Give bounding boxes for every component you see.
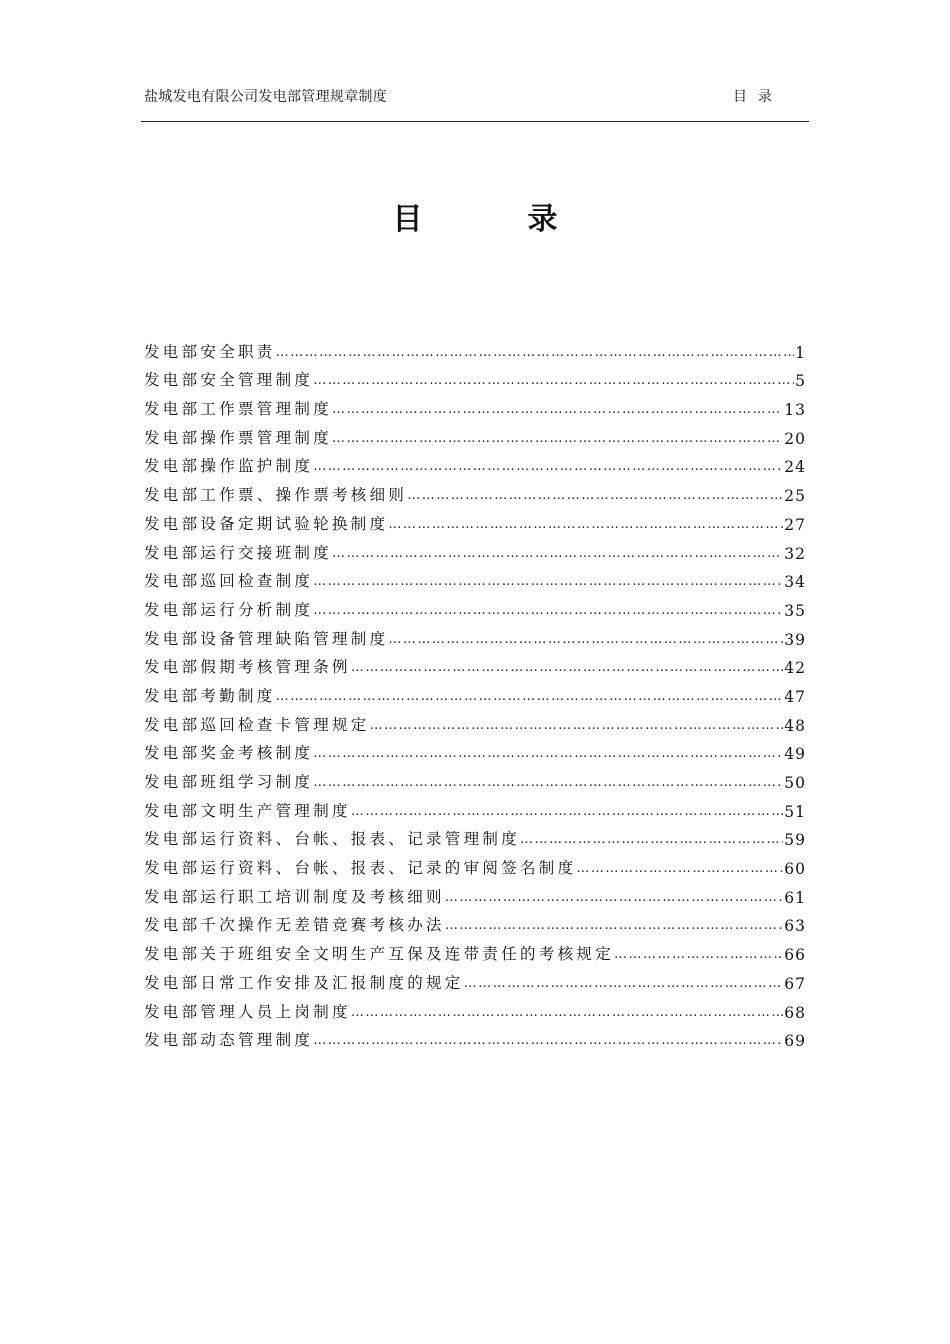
toc-entry-title: 发电部动态管理制度 (144, 1031, 314, 1050)
toc-leader-dots (313, 459, 783, 476)
toc-entry[interactable] (144, 448, 806, 477)
toc-leader-dots (332, 546, 783, 563)
toc-entry-page: 68 (784, 1003, 806, 1022)
toc-entry-title: 发电部操作票管理制度 (144, 428, 333, 447)
toc-entry[interactable] (144, 333, 806, 362)
toc-entry-title: 发电部操作监护制度 (144, 457, 314, 476)
header-divider (141, 121, 809, 122)
toc-leader-dots (313, 574, 783, 591)
toc-entry-page: 27 (784, 515, 806, 534)
toc-entry-title: 发电部设备管理缺陷管理制度 (144, 629, 389, 648)
toc-entry[interactable] (144, 706, 806, 735)
toc-entry-title: 发电部考勤制度 (144, 686, 276, 705)
header-document-title: 盐城发电有限公司发电部管理规章制度 (144, 89, 388, 105)
toc-entry-title: 发电部千次操作无差错竞赛考核办法 (144, 916, 445, 935)
toc-entry-page: 63 (784, 917, 806, 936)
toc-entry[interactable] (144, 362, 806, 391)
toc-entry-page: 5 (795, 372, 806, 391)
toc-entry[interactable] (144, 476, 806, 505)
toc-entry-title: 发电部管理人员上岗制度 (144, 1002, 351, 1021)
toc-entry-title: 发电部安全职责 (144, 342, 276, 361)
toc-entry-title: 发电部运行资料、台帐、报表、记录管理制度 (144, 830, 521, 849)
toc-entry-page: 25 (784, 487, 806, 506)
toc-entry-page: 35 (784, 601, 806, 620)
toc-entry-title: 发电部假期考核管理条例 (144, 658, 351, 677)
page-title-char-2: 录 (527, 202, 558, 237)
toc-leader-dots (313, 603, 783, 620)
toc-entry-page: 32 (784, 544, 806, 563)
toc-entry[interactable] (144, 821, 806, 850)
toc-entry-page: 51 (784, 802, 806, 821)
toc-entry-title: 发电部文明生产管理制度 (144, 801, 351, 820)
toc-leader-dots (332, 431, 783, 448)
toc-leader-dots (445, 890, 783, 907)
toc-leader-dots (388, 632, 783, 649)
toc-leader-dots (276, 345, 795, 362)
toc-entry-page: 59 (784, 831, 806, 850)
toc-leader-dots (313, 1033, 783, 1050)
toc-leader-dots (388, 517, 783, 534)
toc-leader-dots (464, 976, 784, 993)
toc-entry[interactable] (144, 964, 806, 993)
toc-leader-dots (313, 746, 783, 763)
toc-leader-dots (276, 689, 784, 706)
toc-entry-page: 48 (784, 716, 806, 735)
toc-entry[interactable] (144, 563, 806, 592)
toc-entry-page: 61 (784, 888, 806, 907)
toc-entry-page: 66 (784, 946, 806, 965)
toc-entry-title: 发电部工作票、操作票考核细则 (144, 486, 408, 505)
toc-leader-dots (370, 718, 784, 735)
toc-leader-dots (407, 488, 783, 505)
toc-entry[interactable] (144, 763, 806, 792)
toc-leader-dots (351, 804, 783, 821)
toc-leader-dots (313, 775, 783, 792)
toc-entry-page: 13 (784, 401, 806, 420)
page-title-char-1: 目 (392, 202, 423, 237)
toc-entry-page: 24 (784, 458, 806, 477)
table-of-contents (144, 333, 806, 1050)
toc-entry-page: 34 (784, 573, 806, 592)
toc-entry-page: 20 (784, 429, 806, 448)
toc-entry-title: 发电部运行交接班制度 (144, 543, 333, 562)
toc-entry[interactable] (144, 878, 806, 907)
toc-entry-page: 39 (784, 630, 806, 649)
toc-entry-title: 发电部设备定期试验轮换制度 (144, 514, 389, 533)
toc-leader-dots (351, 660, 783, 677)
toc-entry[interactable] (144, 1022, 806, 1051)
toc-entry[interactable] (144, 935, 806, 964)
toc-entry-title: 发电部安全管理制度 (144, 371, 314, 390)
toc-leader-dots (332, 402, 783, 419)
toc-entry-page: 47 (784, 687, 806, 706)
toc-entry[interactable] (144, 907, 806, 936)
toc-entry-title: 发电部日常工作安排及汇报制度的规定 (144, 973, 464, 992)
page-header (141, 86, 809, 108)
toc-entry[interactable] (144, 534, 806, 563)
toc-leader-dots (313, 373, 794, 390)
toc-entry-page: 42 (784, 659, 806, 678)
toc-entry[interactable] (144, 591, 806, 620)
toc-entry-page: 69 (784, 1032, 806, 1051)
toc-entry-title: 发电部巡回检查卡管理规定 (144, 715, 370, 734)
toc-leader-dots (445, 918, 783, 935)
toc-entry[interactable] (144, 419, 806, 448)
toc-entry[interactable] (144, 993, 806, 1022)
toc-entry[interactable] (144, 735, 806, 764)
toc-entry[interactable] (144, 849, 806, 878)
toc-entry-title: 发电部奖金考核制度 (144, 744, 314, 763)
header-section-label: 目录 (733, 89, 783, 105)
toc-leader-dots (576, 861, 783, 878)
toc-entry-page: 60 (784, 860, 806, 879)
toc-entry[interactable] (144, 620, 806, 649)
toc-entry-title: 发电部巡回检查制度 (144, 572, 314, 591)
toc-entry-page: 1 (795, 343, 806, 362)
toc-entry-title: 发电部班组学习制度 (144, 773, 314, 791)
toc-entry[interactable] (144, 677, 806, 706)
toc-entry-title: 发电部关于班组安全文明生产互保及连带责任的考核规定 (144, 945, 615, 964)
toc-leader-dots (520, 832, 783, 849)
page-title (0, 194, 950, 238)
toc-entry-page: 50 (784, 774, 806, 792)
toc-entry[interactable] (144, 390, 806, 419)
toc-entry[interactable] (144, 649, 806, 678)
toc-entry[interactable] (144, 792, 806, 821)
toc-entry-page: 49 (784, 745, 806, 764)
toc-entry-page: 67 (784, 974, 806, 993)
toc-entry-title: 发电部运行资料、台帐、报表、记录的审阅签名制度 (144, 859, 577, 878)
toc-leader-dots (614, 947, 783, 964)
toc-entry-title: 发电部运行分析制度 (144, 600, 314, 619)
toc-entry-title: 发电部工作票管理制度 (144, 400, 333, 419)
toc-entry-title: 发电部运行职工培训制度及考核细则 (144, 887, 445, 906)
toc-leader-dots (351, 1005, 783, 1022)
toc-entry[interactable] (144, 505, 806, 534)
